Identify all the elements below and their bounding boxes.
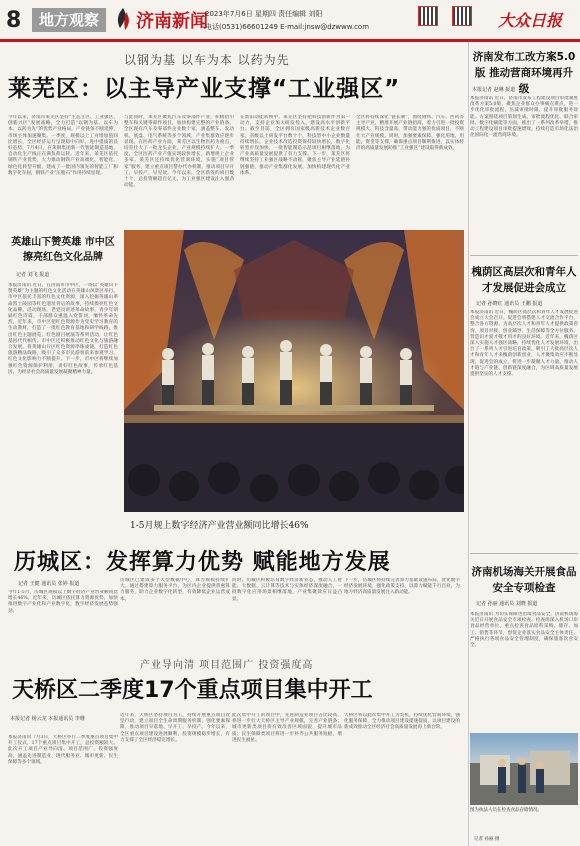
page-number: 8 xyxy=(6,8,22,33)
licheng-body-col4: 下一步，历城区将持续完善算力基础设施布局，优化数字经济发展环境，强化政策支持，以算力赋能千行百业，为地方经济高质量发展注入新动能。 xyxy=(344,578,460,596)
story-divider xyxy=(470,553,578,554)
tianqiao-byline: 本报记者 杨云龙 本报通讯员 李珊 xyxy=(10,716,85,722)
hero-story-body: 本报济南讯 近日，在济南市市中区，一场以“英雄山下赞英雄”为主题的红色文化活动在英雄山风景区举行。市中区依托丰富的红色文化资源，深入挖掘英雄山革命烈士陵园等红色遗址背后的故事，持续擦亮红色文化品牌。活动现场，老党员讲述革命故事，青少年朗诵红色诗篇，干部群众重温入党誓词，缅怀革命先烈。近年来，市中区把红色资源作为党史学习教育的生动教材，打造了一批红色教育基地和研学线路，推出红色主题展览、红色剧目展演等系列活动，让红色基因代代相传。市中区还积极推动红色文化与旅游融合发展，将英雄山片区红色资源串珠成链，打造红色旅游精品线路，吸引了众多市民游客前来参观学习，红色文化影响力不断提升。下一步，市中区将继续加强红色资源保护利用，讲好红色故事，传承红色基因，为经济社会高质量发展凝聚精神力量。 xyxy=(8,283,118,375)
airport-customs-headline: 济南机场海关开展食品安全专项检查 xyxy=(471,566,577,594)
customs-photo-credit: 记者 孙丽 摄 xyxy=(474,837,500,842)
contact-meta: 电话(0531)66601249 E-mail:jnsw@dzwww.com xyxy=(205,23,370,31)
licheng-body-col2: 历城区已建成多个大型数据中心，算力规模持续扩大。通过搭建算力服务平台，为区内企业提供普惠算力服务，助力企业数字化转型，有效降低企业运营成本。 xyxy=(120,578,230,602)
tianqiao-body-col2: 近年来，天桥区坚持项目为王，持续开展重点项目攻坚行动，建立项目全生命周期服务机制，强化要素保障，推动项目早落地、早开工、早投产。今年以来，全区重点项目建设进展顺利，投资规模稳步增长，有力支撑了全区经济稳定增长。 xyxy=(120,713,230,743)
talent-association-headline: 槐荫区高层次和青年人才发展促进会成立 xyxy=(471,266,577,294)
header-rule xyxy=(0,39,580,42)
tianqiao-body-col3: 此次集中开工的项目中，先进制造业项目占比较高，将进一步壮大天桥区主导产业规模，完善产业链条；城市更新类项目将有效改善区域面貌，提升城市品质；民生保障类项目将进一步补齐公共服务短板，增进民生福祉。 xyxy=(232,713,342,743)
qr-code-icon xyxy=(452,6,472,26)
customs-inspection-photo xyxy=(470,733,578,805)
hero-story-headline: 英雄山下赞英雄 市中区擦亮红色文化品牌 xyxy=(11,237,115,263)
story-divider xyxy=(470,255,578,256)
tianqiao-kicker: 产业导向清 项目范围广 投资强度高 xyxy=(140,660,314,671)
approval-reform-byline: 本报记者 赵琳 报道 xyxy=(472,87,516,93)
talent-association-byline: 记者 孙晓红 通讯员 王鹏 报道 xyxy=(476,301,543,307)
laiwu-kicker: 以钢为基 以车为本 以药为先 xyxy=(124,53,290,67)
photo-caption: 1-5月规上数字经济产业营业额同比增长46% xyxy=(130,521,309,531)
stage-performance-photo xyxy=(124,230,464,512)
licheng-body-col3: 同时，历城区积极培育数字经济新业态，推动人工智能、大数据、云计算等技术与实体经济深度融合，一批数字化应用场景相继落地，产业集聚效应日益凸显。 xyxy=(232,578,342,602)
licheng-body-col1: 今年1-5月，历城区规模以上数字经济产业营业额同比增长46%。近年来，历城区依托算力资源优势，加快推进数字产业化和产业数字化，数字经济发展态势强劲。 xyxy=(8,590,118,614)
section-title: 济南新闻 xyxy=(136,11,208,32)
column-divider xyxy=(468,42,469,846)
laiwu-body-col1: 今年以来，济南市莱芜区坚持“生态立区、工业强区、创新兴区”发展战略，全力打造“以钢为基、以车为本、以药为先”的优势产业格局，产业链条不断延伸，市场主体加速聚集。一季度，规模以上工业增加值同比增长，全区经济运行呈现稳中向好、进中提质的良好态势。7月4日，在莱钢集团新一代智能制造基地，自动化生产线正在满负荷运转。近年来，莱芜区依托钢铁产业优势，大力推动钢铁产业高端化、智能化、绿色化转型升级，建成了一批国内领先的智能工厂和数字化车间，钢铁产业“压舱石”作用持续显现。 xyxy=(8,115,118,176)
section-label: 地方观察 xyxy=(32,8,106,32)
laiwu-body-col2: 与此同时，莱芜区聚焦汽车及零部件产业，积极招引整车和关键零部件项目，加快构建完整的产业链条。全区现有汽车及零部件企业数十家，涵盖整车、发动机、底盘、电气系统等多个领域，产业集群效应逐步显现。在医药产业方面，莱芜区以生物医药为重点，培育壮大了一批龙头企业，产业规模持续扩大。一季度，全区医药产业产值实现较快增长，新增规上企业多家。莱芜区还持续优化营商环境，实施“项目管家”服务，建立重点项目帮办代办机制，推动项目早开工、早投产、早见效。今年以来，全区新签约项目数十个，总投资额超百亿元，为工业强区建设注入强劲动能。 xyxy=(124,115,234,189)
section-logo-icon xyxy=(112,6,134,32)
licheng-byline: 记者 王健 通讯员 张婷 报道 xyxy=(18,581,80,587)
issue-meta: 2023年7月6日 星期四 责任编辑 刘阳 xyxy=(205,10,323,18)
laiwu-body-col3: 在新旧动能转换中，莱芜区坚持把科技创新作为第一动力，支持企业加大研发投入，建设高水平创新平台。截至目前，全区拥有国家级高新技术企业数百家，省级以上研发平台数十个，科技型中小企业数量持续增长。企业技术改造投资保持较快增长，数字化转型步伐加快，一批智能制造示范项目相继落地，为产业高质量发展提供了有力支撑。下一步，莱芜区将继续坚持工业强区战略不动摇，聚焦主导产业延链补链强链，推动产业集群化发展，加快构建现代化产业体系。 xyxy=(240,115,350,176)
licheng-headline: 历城区：发挥算力优势 赋能地方发展 xyxy=(14,550,391,575)
airport-customs-body: 本报济南讯 为切实保障进出境食品安全，济南机场海关近日开展食品安全专项检查。检查组深入机场口岸食品经营单位，重点检查食品原料采购、储存、加工、销售等环节，督促企业落实食品安全主体责任，严格执行各项食品安全管理制度，确保旅客饮食安全。 xyxy=(470,612,578,649)
tianqiao-body-col1: 本报济南讯 7月3日，天桥区举行二季度重点项目集中开工仪式，17个重点项目集中开工，总投资额较大。此次开工项目产业导向清、项目范围广、投资强度高，涵盖先进制造业、现代服务业、城市更新、民生保障等多个领域。 xyxy=(8,735,118,765)
laiwu-body-col4: 全区将持续深化“链长制”，围绕钢铁、汽车、医药等主导产业，精准开展产业链招商，着力引进一批投资规模大、科技含量高、带动能力强的优质项目，不断壮大产业规模。同时，加强要素保障，强化用地、用能、资金等支撑，确保重点项目顺利推进，以实体经济的高质量发展助推“工业强区”建设取得新成效。 xyxy=(356,115,464,152)
tianqiao-headline: 天桥区二季度17个重点项目集中开工 xyxy=(12,678,373,703)
customs-photo-caption: 图为执法人员在检查食品存储情况。 xyxy=(470,808,542,813)
qr-code-icon xyxy=(418,6,438,26)
talent-association-body: 本报济南讯 近日，槐荫区高层次和青年人才发展促进会成立大会召开。促进会将搭建人才交流合作平台，整合各方资源，为高层次人才和青年人才提供政策咨询、项目对接、创业辅导、生活保障等全方位服务，营造识才爱才敬才用才的良好环境。近年来，槐荫区深入实施人才强区战略，持续优化人才发展环境，出台了一系列人才引进培育政策，吸引了大批高层次人才和青年人才来槐荫创新创业，人才聚集效应不断显现。促进会的成立，将进一步凝聚人才力量，推动人才链与产业链、创新链深度融合，为区域高质量发展提供坚实的人才支撑。 xyxy=(470,310,578,378)
newspaper-logo: 大众日报 xyxy=(498,11,563,30)
hero-story-byline: 记者 刘飞 报道 xyxy=(16,272,50,278)
approval-reform-body: 本报济南讯 近日，济南市发布工程建设项目审批制度改革方案5.0版，聚焦企业群众办事痛点难点，进一步优化审批流程，压减审批时限，提升审批服务效能。方案围绕项目策划生成、审批流程优化、联合审批、数字化赋能等方面，推出了一系列改革举措，推动工程建设项目审批提速增效，持续打造市场化法治化国际化一流营商环境。 xyxy=(470,96,578,139)
airport-customs-byline: 记者 孙丽 通讯员 刘晓 报道 xyxy=(476,601,538,607)
laiwu-headline: 莱芜区：以主导产业支撑“工业强区” xyxy=(8,76,401,102)
approval-reform-headline: 济南发布工改方案5.0版 推动营商环境再升级 xyxy=(472,51,576,95)
tianqiao-body-col4: 天桥区将以此次集中开工为契机，持续优化营商环境，强化服务保障，全力推动项目建设提速提质，以项目建设的新成效推动全区经济社会高质量发展再上新台阶。 xyxy=(344,713,460,731)
